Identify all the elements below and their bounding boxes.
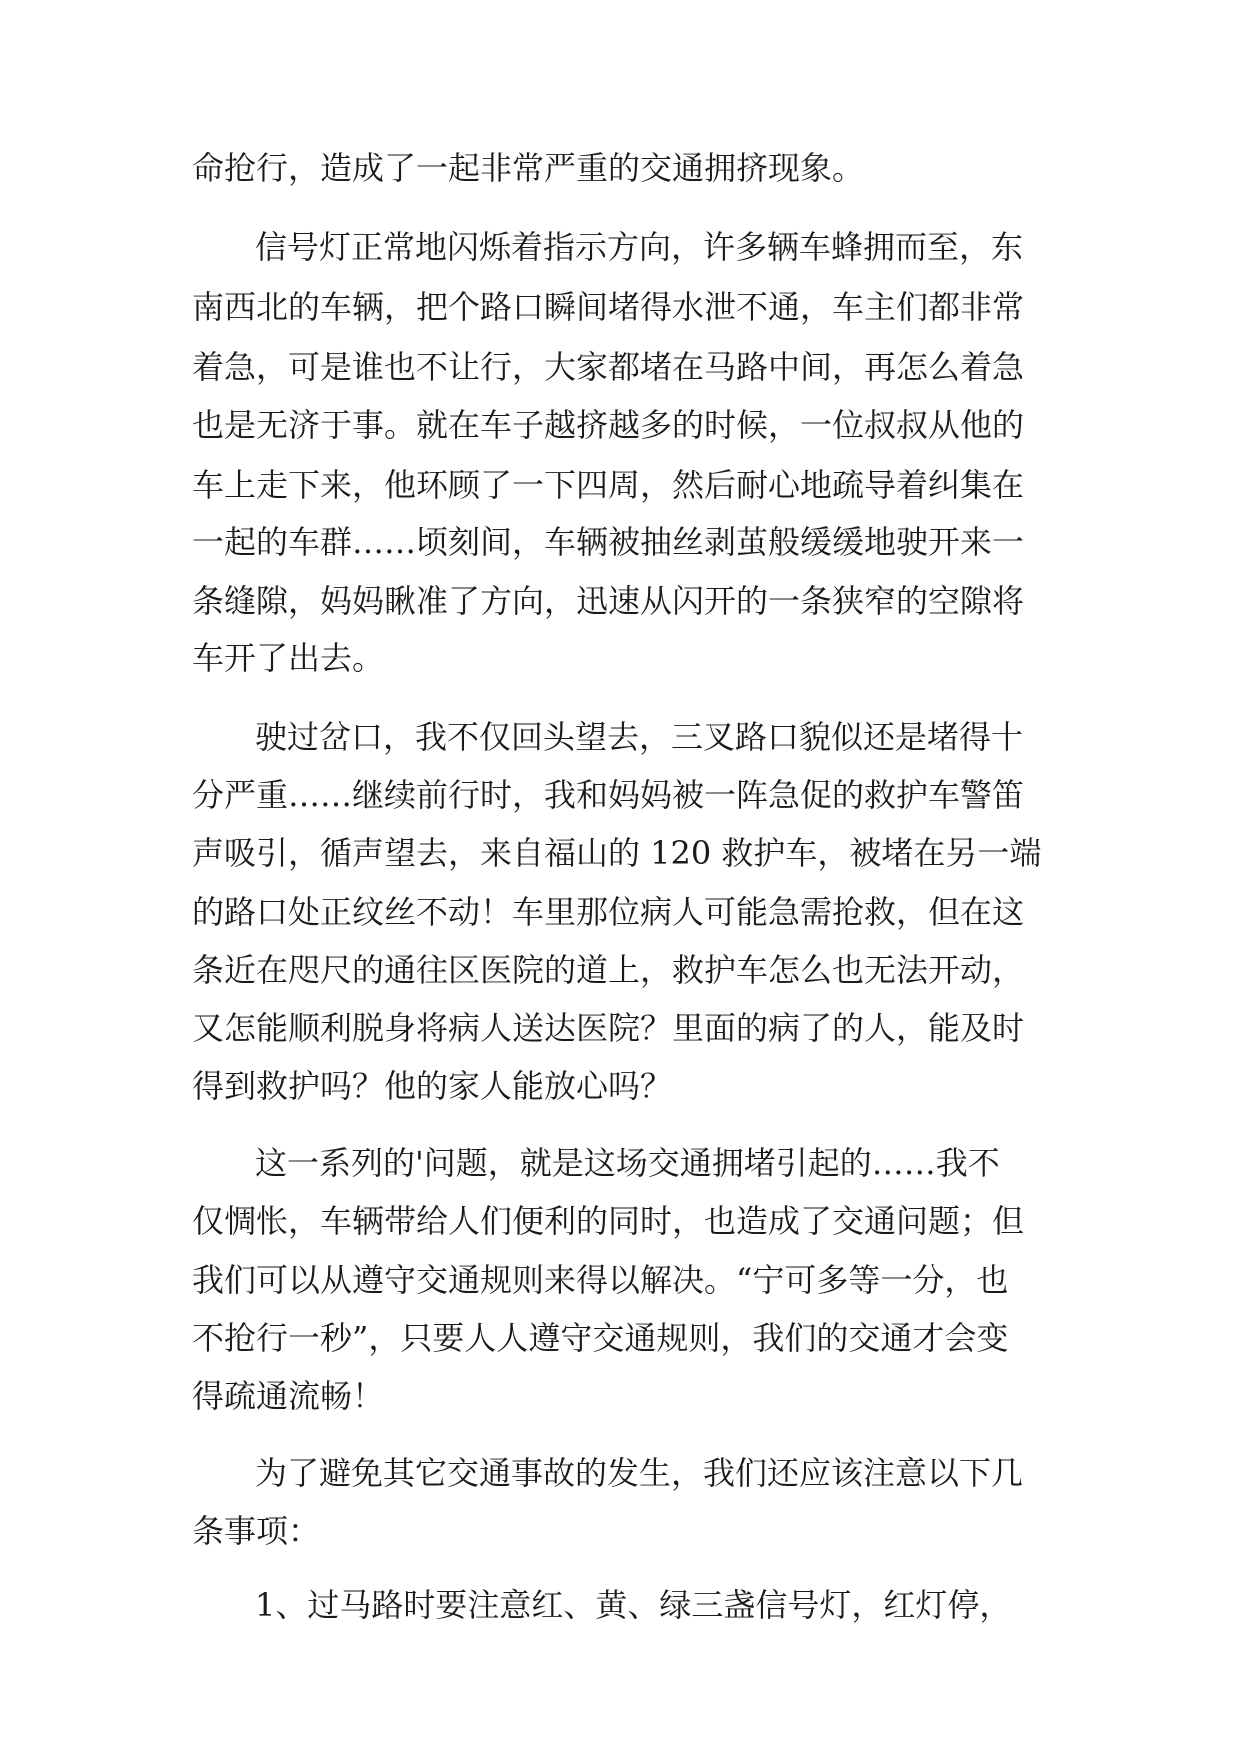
line-text: 为了避免其它交通事故的发生，我们还应该注意以下几	[255, 1454, 1024, 1492]
text-line	[0, 570, 1241, 632]
text-line	[0, 336, 1241, 398]
line-text: 分严重……继续前行时，我和妈妈被一阵急促的救护车警笛	[192, 776, 1025, 814]
line-text: 得疏通流畅！	[192, 1377, 385, 1415]
text-line	[0, 1574, 1241, 1636]
line-text: 这一系列的'问题，就是这场交通拥堵引起的……我不	[255, 1144, 1000, 1182]
text-line	[0, 1365, 1241, 1427]
line-text: 又怎能顺利脱身将病人送达医院？里面的病了的人，能及时	[192, 1009, 1025, 1047]
line-text: 着急，可是谁也不让行，大家都堵在马路中间，再怎么着急	[192, 348, 1025, 386]
line-text: 驶过岔口，我不仅回头望去，三叉路口貌似还是堵得十	[255, 718, 1024, 756]
line-text: 车开了出去。	[192, 639, 385, 677]
text-line	[0, 1307, 1241, 1369]
text-line	[0, 137, 1241, 199]
line-text: 声吸引，循声望去，来自福山的 120 救护车，被堵在另一端	[192, 834, 1042, 872]
text-line	[0, 511, 1241, 573]
line-text: 的路口处正纹丝不动！车里那位病人可能急需抢救，但在这	[192, 893, 1025, 931]
text-line	[0, 216, 1241, 278]
text-line	[0, 454, 1241, 516]
line-text: 一起的车群……顷刻间，车辆被抽丝剥茧般缓缓地驶开来一	[192, 523, 1025, 561]
text-line	[0, 1500, 1241, 1562]
text-line	[0, 706, 1241, 768]
text-line	[0, 997, 1241, 1059]
text-line	[0, 627, 1241, 689]
line-text: 条事项：	[192, 1512, 321, 1550]
text-line	[0, 276, 1241, 338]
line-text: 车上走下来，他环顾了一下四周，然后耐心地疏导着纠集在	[192, 466, 1025, 504]
line-text: 1、过马路时要注意红、黄、绿三盏信号灯，红灯停，	[255, 1586, 1012, 1624]
text-line	[0, 939, 1241, 1001]
text-line	[0, 1442, 1241, 1504]
line-text: 得到救护吗？他的家人能放心吗？	[192, 1067, 673, 1105]
text-line	[0, 822, 1241, 884]
text-line	[0, 394, 1241, 456]
line-text: 仅惆怅，车辆带给人们便利的同时，也造成了交通问题；但	[192, 1202, 1025, 1240]
line-text: 信号灯正常地闪烁着指示方向，许多辆车蜂拥而至，东	[255, 228, 1024, 266]
line-text: 我们可以从遵守交通规则来得以解决。“宁可多等一分，也	[192, 1261, 1009, 1299]
text-line	[0, 1132, 1241, 1194]
line-text: 南西北的车辆，把个路口瞬间堵得水泄不通，车主们都非常	[192, 288, 1025, 326]
line-text: 条缝隙，妈妈瞅准了方向，迅速从闪开的一条狭窄的空隙将	[192, 582, 1025, 620]
line-text: 也是无济于事。就在车子越挤越多的时候，一位叔叔从他的	[192, 406, 1025, 444]
text-line	[0, 1190, 1241, 1252]
text-line	[0, 881, 1241, 943]
text-line	[0, 1249, 1241, 1311]
line-text: 命抢行，造成了一起非常严重的交通拥挤现象。	[192, 149, 865, 187]
text-line	[0, 764, 1241, 826]
line-text: 不抢行一秒”，只要人人遵守交通规则，我们的交通才会变	[192, 1319, 1009, 1357]
line-text: 条近在咫尺的通往区医院的道上，救护车怎么也无法开动，	[192, 951, 1025, 989]
text-line	[0, 1055, 1241, 1117]
